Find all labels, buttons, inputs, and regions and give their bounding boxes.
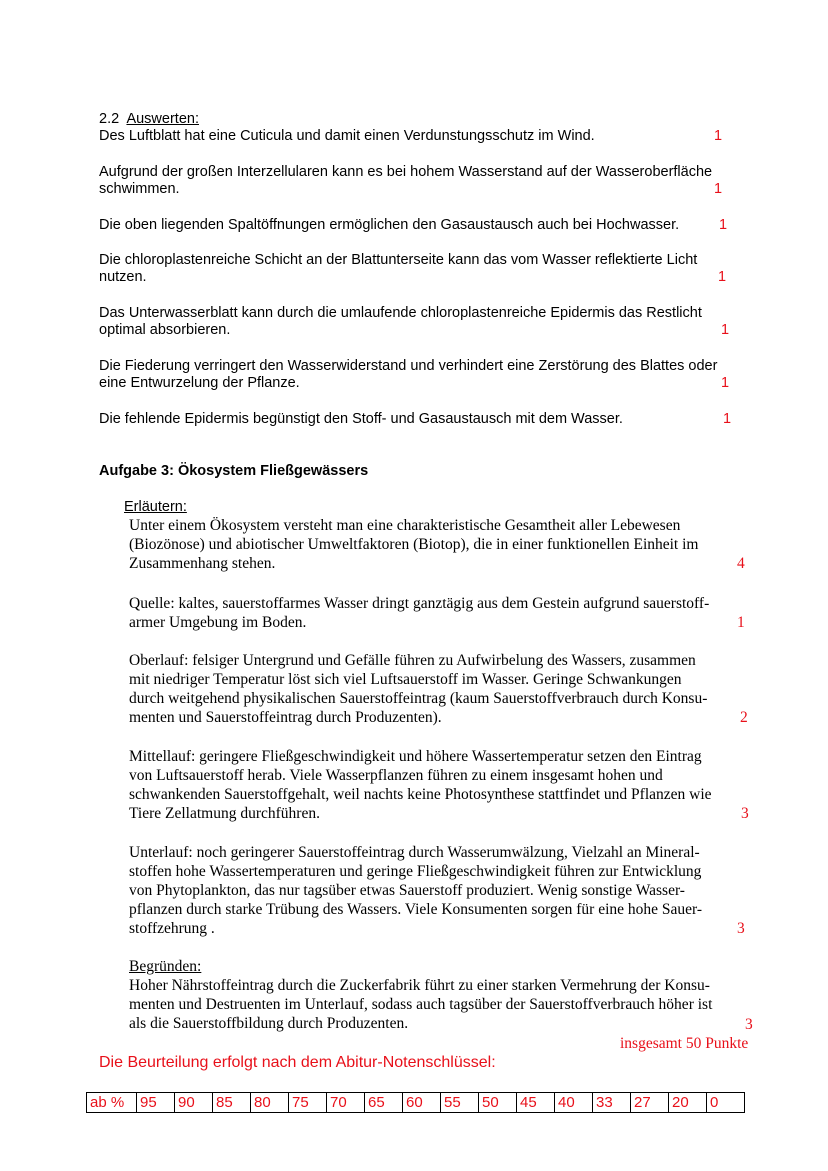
table-cell: 60 bbox=[403, 1093, 441, 1113]
table-cell: 40 bbox=[555, 1093, 593, 1113]
answer-line: Die chloroplastenreiche Schicht an der Blattunterseite kann das vom Wasser reflektierte Licht bbox=[99, 252, 698, 268]
answer-line: Die oben liegenden Spaltöffnungen ermöglichen den Gasaustausch auch bei Hochwasser. bbox=[99, 217, 680, 233]
text-line: von Phytoplankton, das nur tagsüber etwas Sauerstoff produziert. Wenig sonstige Wasser- bbox=[129, 882, 685, 899]
text-line: Zusammenhang stehen. bbox=[129, 555, 276, 572]
explanation-paragraph bbox=[129, 594, 759, 632]
text-line: Oberlauf: felsiger Untergrund und Gefälle führen zu Aufwirbelung des Wassers, zusammen bbox=[129, 652, 696, 669]
text-line: durch weitgehend physikalischen Sauerstoffeintrag (kaum Sauerstoffverbrauch durch Konsu- bbox=[129, 690, 708, 707]
table-cell: 20 bbox=[669, 1093, 707, 1113]
points-value: 1 bbox=[723, 411, 732, 427]
total-points: insgesamt 50 Punkte bbox=[620, 1035, 749, 1052]
answer-item bbox=[99, 217, 749, 234]
table-cell: 75 bbox=[289, 1093, 327, 1113]
text-line: von Luftsauerstoff herab. Viele Wasserpflanzen führen zu einem insgesamt hohen und bbox=[129, 767, 663, 784]
text-line: mit niedriger Temperatur löst sich viel Luftsauerstoff im Wasser. Geringe Schwankungen bbox=[129, 671, 682, 688]
section-label: Auswerten: bbox=[126, 111, 199, 127]
table-cell: ab % bbox=[87, 1093, 137, 1113]
grading-table bbox=[86, 1092, 745, 1113]
points-value: 1 bbox=[719, 217, 728, 233]
table-row bbox=[87, 1093, 745, 1113]
text-line: Tiere Zellatmung durchführen. bbox=[129, 805, 320, 822]
section-number: 2.2 bbox=[99, 111, 120, 127]
text-line: menten und Destruenten im Unterlauf, sodass auch tagsüber der Sauerstoffverbrauch höher ist bbox=[129, 996, 713, 1013]
text-line: Mittellauf: geringere Fließgeschwindigkeit und höhere Wassertemperatur setzen den Eintrag bbox=[129, 748, 702, 765]
text-line: Quelle: kaltes, sauerstoffarmes Wasser dringt ganztägig aus dem Gestein aufgrund sauerstoff- bbox=[129, 595, 710, 612]
points-value: 4 bbox=[737, 555, 745, 572]
explanation-paragraph bbox=[129, 516, 759, 573]
text-line: stoffzehrung . bbox=[129, 920, 215, 937]
section-heading bbox=[99, 111, 199, 128]
text-line: (Biozönose) und abiotischer Umweltfaktoren (Biotop), die in einer funktionellen Einheit im bbox=[129, 536, 699, 553]
answer-line: schwimmen. bbox=[99, 181, 180, 197]
explanation-paragraph bbox=[129, 651, 759, 727]
table-cell: 65 bbox=[365, 1093, 403, 1113]
answer-line: Des Luftblatt hat eine Cuticula und damit einen Verdunstungsschutz im Wind. bbox=[99, 128, 595, 144]
answer-item bbox=[99, 164, 749, 198]
answer-item bbox=[99, 411, 749, 428]
text-line: Unter einem Ökosystem versteht man eine charakteristische Gesamtheit aller Lebewesen bbox=[129, 517, 681, 534]
answer-item bbox=[99, 305, 749, 339]
points-value: 1 bbox=[714, 181, 723, 197]
text-line: armer Umgebung im Boden. bbox=[129, 614, 307, 631]
task-title: Aufgabe 3: Ökosystem Fließgewässers bbox=[99, 463, 369, 479]
points-value: 1 bbox=[721, 375, 730, 391]
table-cell: 85 bbox=[213, 1093, 251, 1113]
points-value: 3 bbox=[741, 805, 749, 822]
answer-line: Das Unterwasserblatt kann durch die umlaufende chloroplastenreiche Epidermis das Restlicht bbox=[99, 305, 702, 321]
answer-item bbox=[99, 128, 749, 145]
explanation-paragraph bbox=[129, 747, 759, 823]
answer-line: Die Fiederung verringert den Wasserwiderstand und verhindert eine Zerstörung des Blattes oder bbox=[99, 358, 718, 374]
table-cell: 95 bbox=[137, 1093, 175, 1113]
reasoning-paragraph bbox=[129, 976, 759, 1033]
table-cell: 50 bbox=[479, 1093, 517, 1113]
points-value: 1 bbox=[718, 269, 727, 285]
table-cell: 27 bbox=[631, 1093, 669, 1113]
erlaeutern-label: Erläutern: bbox=[124, 499, 187, 515]
points-value: 3 bbox=[745, 1016, 753, 1033]
points-value: 1 bbox=[737, 614, 745, 631]
text-line: Hoher Nährstoffeintrag durch die Zuckerfabrik führt zu einer starken Vermehrung der Konsu- bbox=[129, 977, 710, 994]
text-line: stoffen hohe Wassertemperaturen und geringe Fließgeschwindigkeit führen zur Entwicklung bbox=[129, 863, 702, 880]
grading-caption: Die Beurteilung erfolgt nach dem Abitur-Notenschlüssel: bbox=[99, 1054, 496, 1071]
table-cell: 33 bbox=[593, 1093, 631, 1113]
answer-line: Aufgrund der großen Interzellularen kann es bei hohem Wasserstand auf der Wasseroberfläche bbox=[99, 164, 713, 180]
text-line: menten und Sauerstoffeintrag durch Produzenten). bbox=[129, 709, 442, 726]
text-line: schwankenden Sauerstoffgehalt, weil nachts keine Photosynthese stattfindet und Pflanzen wie bbox=[129, 786, 712, 803]
text-line: Unterlauf: noch geringerer Sauerstoffeintrag durch Wasserumwälzung, Vielzahl an Mineral- bbox=[129, 844, 700, 861]
answer-line: optimal absorbieren. bbox=[99, 322, 231, 338]
answer-item bbox=[99, 252, 749, 286]
table-cell: 90 bbox=[175, 1093, 213, 1113]
table-cell: 80 bbox=[251, 1093, 289, 1113]
text-line: pflanzen durch starke Trübung des Wassers. Viele Konsumenten sorgen für eine hohe Sauer- bbox=[129, 901, 703, 918]
table-cell: 55 bbox=[441, 1093, 479, 1113]
points-value: 1 bbox=[714, 128, 723, 144]
table-cell: 45 bbox=[517, 1093, 555, 1113]
points-value: 2 bbox=[740, 709, 748, 726]
begruenden-label: Begründen: bbox=[129, 958, 202, 975]
table-cell: 70 bbox=[327, 1093, 365, 1113]
answer-line: eine Entwurzelung der Pflanze. bbox=[99, 375, 300, 391]
points-value: 1 bbox=[721, 322, 730, 338]
explanation-paragraph bbox=[129, 843, 759, 938]
table-cell: 0 bbox=[707, 1093, 745, 1113]
text-line: als die Sauerstoffbildung durch Produzenten. bbox=[129, 1015, 409, 1032]
answer-line: nutzen. bbox=[99, 269, 147, 285]
points-value: 3 bbox=[737, 920, 745, 937]
answer-line: Die fehlende Epidermis begünstigt den Stoff- und Gasaustausch mit dem Wasser. bbox=[99, 411, 623, 427]
answer-item bbox=[99, 358, 749, 392]
